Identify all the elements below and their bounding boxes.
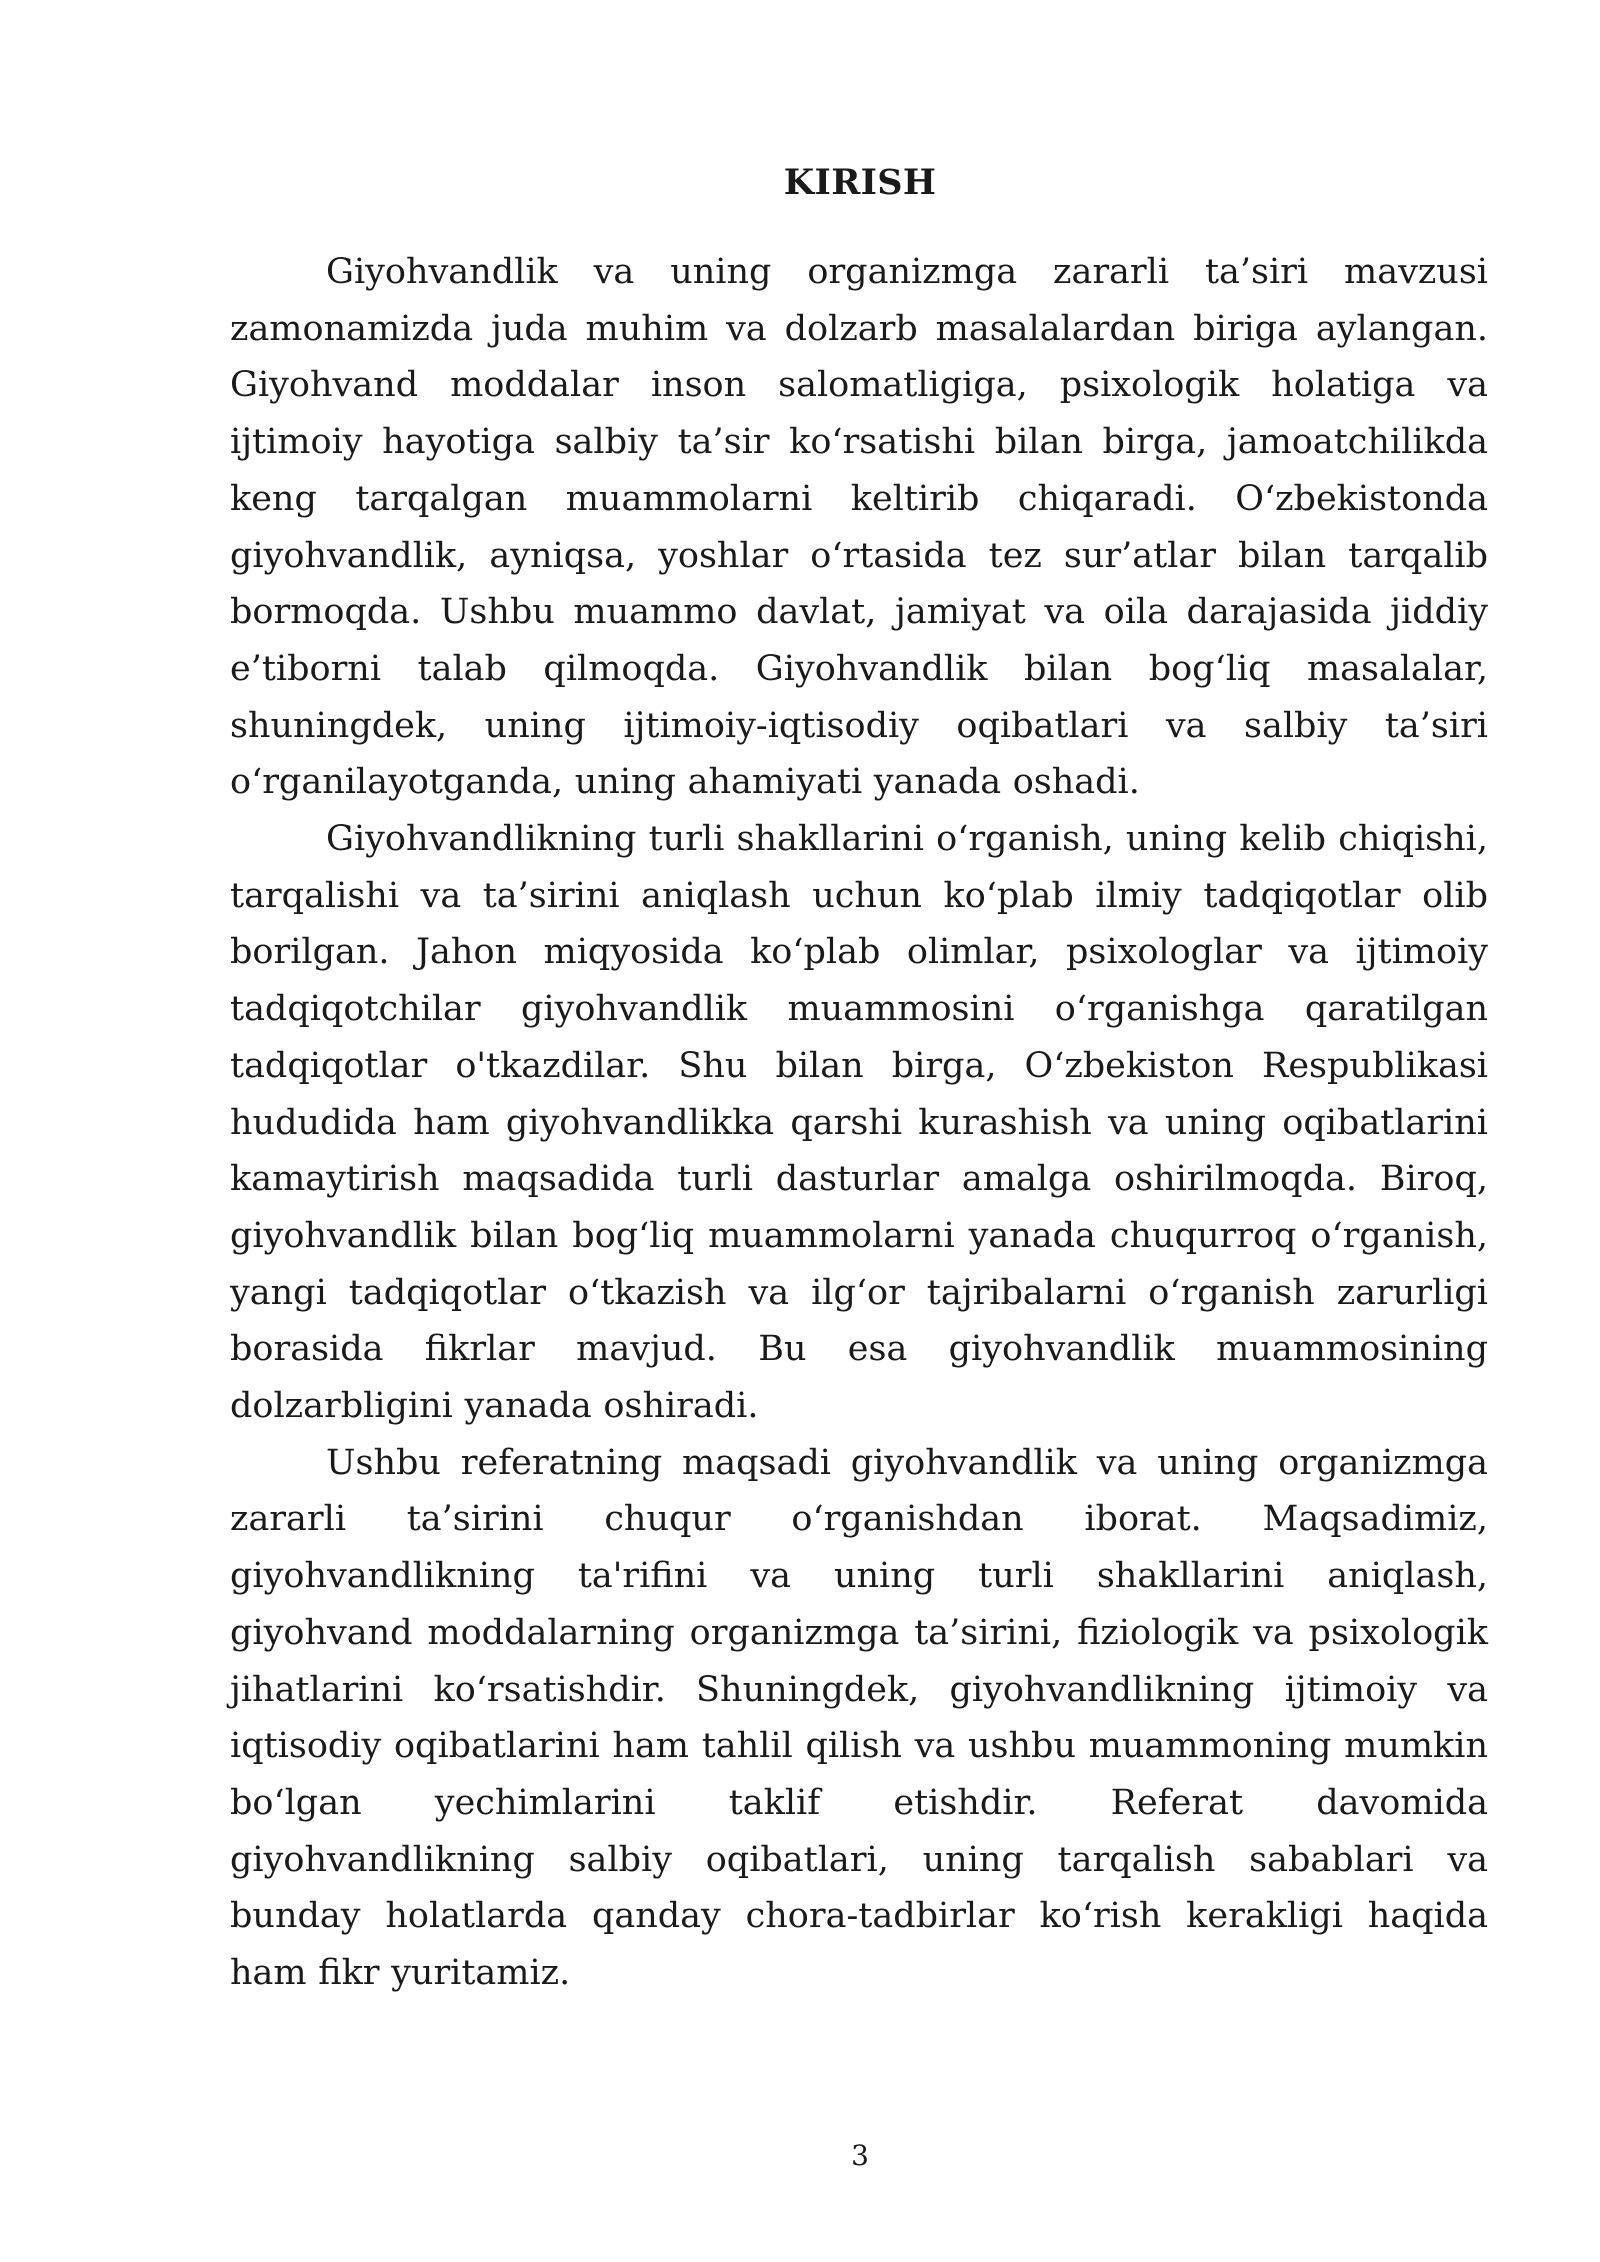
page-number: 3: [851, 2139, 869, 2172]
paragraph-3: Ushbu referatning maqsadi giyohvandlik va uning organizmga zararli ta’sirini chuqur o‘rganishdan iborat. Maqsadimiz, giyohvandlikning ta'rifini va uning turli shakllarini aniqlash, giyohvand moddalarning organizmga ta’sirini, fiziologik va psixologik jihatlarini ko‘rsatishdir. Shuningdek, giyohvandlikning ijtimoiy va iqtisodiy oqibatlarini ham tahlil qilish va ushbu muammoning mumkin bo‘lgan yechimlarini taklif etishdir. Referat davomida giyohvandlikning salbiy oqibatlari, uning tarqalish sabablari va bunday holatlarda qanday chora-tadbirlar ko‘rish kerakligi haqida ham fikr yuritamiz.: [230, 1442, 1488, 1994]
body-text: [230, 244, 1488, 2002]
section-heading: KIRISH: [783, 162, 937, 203]
paragraph-2: Giyohvandlikning turli shakllarini o‘rganish, uning kelib chiqishi, tarqalishi va ta’sirini aniqlash uchun ko‘plab ilmiy tadqiqotlar olib borilgan. Jahon miqyosida ko‘plab olimlar, psixologlar va ijtimoiy tadqiqotchilar giyohvandlik muammosini o‘rganishga qaratilgan tadqiqotlar o'tkazdilar. Shu bilan birga, O‘zbekiston Respublikasi hududida ham giyohvandlikka qarshi kurashish va uning oqibatlarini kamaytirish maqsadida turli dasturlar amalga oshirilmoqda. Biroq, giyohvandlik bilan bog‘liq muammolarni yanada chuqurroq o‘rganish, yangi tadqiqotlar o‘tkazish va ilg‘or tajribalarni o‘rganish zarurligi borasida fikrlar mavjud. Bu esa giyohvandlik muammosining dolzarbligini yanada oshiradi.: [230, 819, 1488, 1427]
paragraph-1: Giyohvandlik va uning organizmga zararli ta’siri mavzusi zamonamizda juda muhim va dolzarb masalalardan biriga aylangan. Giyohvand moddalar inson salomatligiga, psixologik holatiga va ijtimoiy hayotiga salbiy ta’sir ko‘rsatishi bilan birga, jamoatchilikda keng tarqalgan muammolarni keltirib chiqaradi. O‘zbekistonda giyohvandlik, ayniqsa, yoshlar o‘rtasida tez sur’atlar bilan tarqalib bormoqda. Ushbu muammo davlat, jamiyat va oila darajasida jiddiy e’tiborni talab qilmoqda. Giyohvandlik bilan bog‘liq masalalar, shuningdek, uning ijtimoiy-iqtisodiy oqibatlari va salbiy ta’siri o‘rganilayotganda, uning ahamiyati yanada oshadi.: [230, 252, 1488, 803]
